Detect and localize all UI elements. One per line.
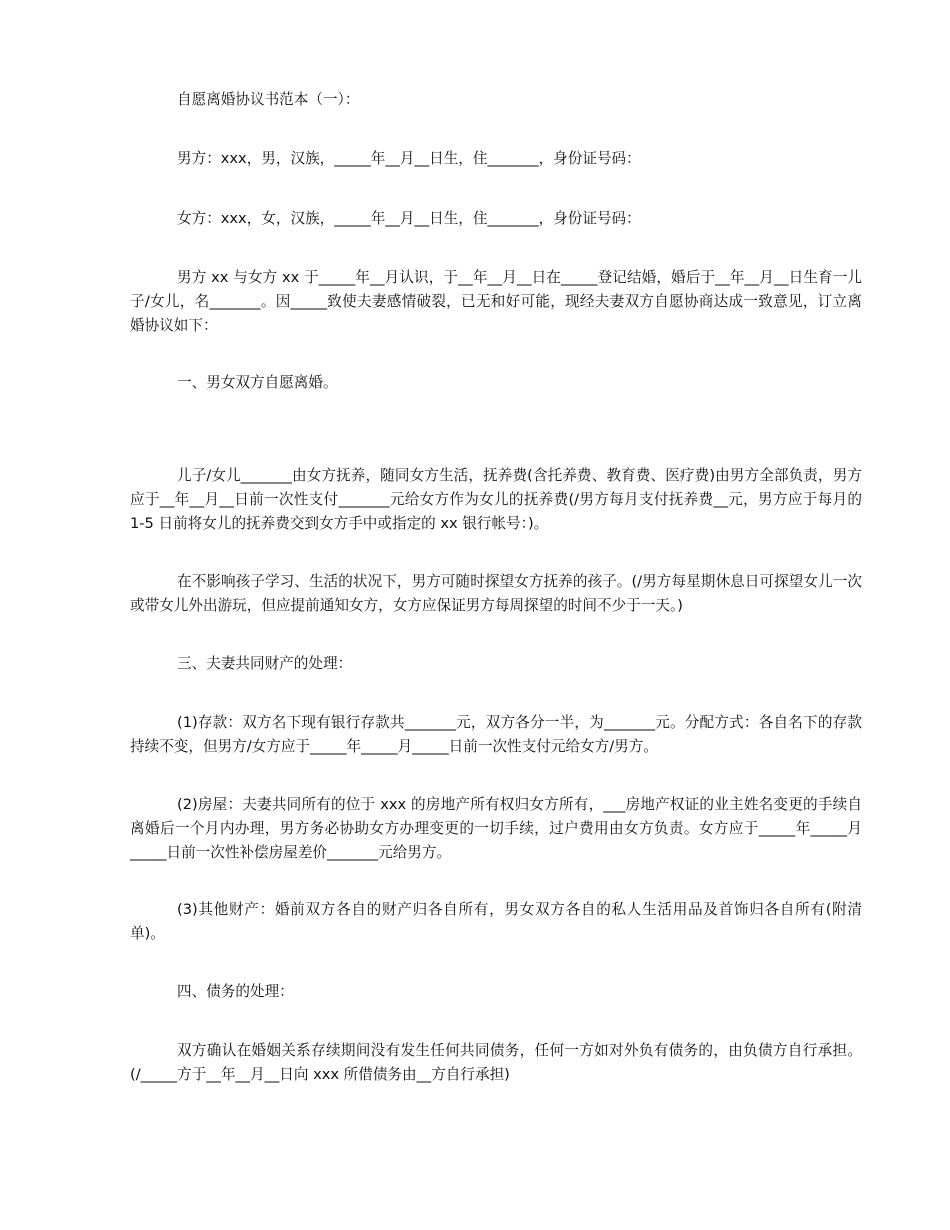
paragraph-house: (2)房屋：夫妻共同所有的位于 xxx 的房地产所有权归女方所有，___房地产权证的业主姓名变更的手续自离婚后一个月内办理，男方务必协助女方办理变更的一切手续，过户费用由女方负责。女方应于_____年_____月_____日前一次性补偿房屋差价_______元给男方。 xyxy=(130,796,862,861)
section-heading-1: 一、男女双方自愿离婚。 xyxy=(177,374,338,391)
section-heading-3: 三、夫妻共同财产的处理： xyxy=(177,655,353,672)
paragraph-female-party: 女方：xxx，女，汉族，_____年__月__日生，住_______，身份证号码： xyxy=(177,210,641,227)
paragraph-debts: 双方确认在婚姻关系存续期间没有发生任何共同债务，任何一方如对外负有债务的，由负债方自行承担。(/_____方于__年__月__日向 xxx 所借债务由__方自行承担) xyxy=(130,1042,862,1083)
paragraph-child-custody: 儿子/女儿_______由女方抚养，随同女方生活，抚养费(含托养费、教育费、医疗费)由男方全部负责，男方应于__年__月__日前一次性支付_______元给女方作为女儿的抚养费(/男方每月支付抚养费__元，男方应于每月的 1-5 日前将女儿的抚养费交到女方手中或指定的 xx 银行帐号：)。 xyxy=(130,467,862,532)
document-title: 自愿离婚协议书范本（一）： xyxy=(177,91,360,108)
paragraph-deposits: (1)存款：双方名下现有银行存款共_______元，双方各分一半，为_______元。分配方式：各自名下的存款持续不变，但男方/女方应于_____年_____月_____日前一次性支付元给女方/男方。 xyxy=(130,714,862,755)
paragraph-male-party: 男方：xxx，男，汉族，_____年__月__日生，住_______，身份证号码： xyxy=(177,150,641,167)
paragraph-intro: 男方 xx 与女方 xx 于_____年__月认识，于__年__月__日在_____登记结婚，婚后于__年__月__日生育一儿子/女儿，名_______。因_____致使夫妻感情破裂，已无和好可能，现经夫妻双方自愿协商达成一致意见，订立离婚协议如下： xyxy=(130,269,862,334)
paragraph-other-property: (3)其他财产：婚前双方各自的财产归各自所有，男女双方各自的私人生活用品及首饰归各自所有(附清单)。 xyxy=(130,901,862,942)
section-heading-4: 四、债务的处理： xyxy=(177,983,294,1000)
paragraph-visitation: 在不影响孩子学习、生活的状况下，男方可随时探望女方抚养的孩子。(/男方每星期休息日可探望女儿一次或带女儿外出游玩，但应提前通知女方，女方应保证男方每周探望的时间不少于一天。) xyxy=(130,573,862,614)
